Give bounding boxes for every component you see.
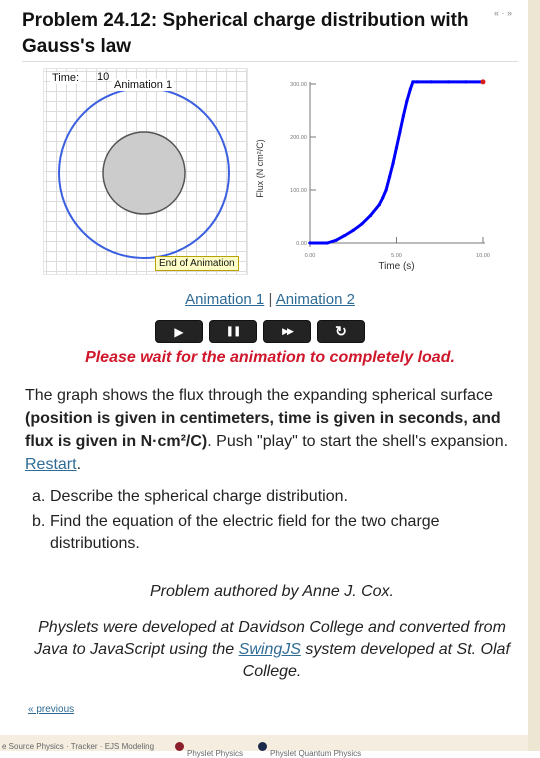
animation-1-link[interactable]: Animation 1 xyxy=(185,291,265,308)
x-tick-label: 0.00 xyxy=(304,253,316,259)
author-credit: Problem authored by Anne J. Cox. xyxy=(150,583,394,600)
question-marker: b. xyxy=(32,513,46,530)
right-scroll-gutter xyxy=(528,0,540,751)
animation-controls xyxy=(155,320,365,343)
flux-data-point xyxy=(378,203,381,206)
description-units: (position is given in centimeters, time is given in seconds, and flux is given in N·cm²/C) xyxy=(25,410,501,450)
footer-physlet-physics[interactable] xyxy=(175,742,244,758)
link-separator: | xyxy=(268,291,273,308)
animation-name-label: Animation 1 xyxy=(114,79,173,91)
flux-series-line xyxy=(310,82,483,243)
flux-data-point xyxy=(447,80,450,83)
footer-physlet-physics-label: Physlet Physics xyxy=(187,749,244,758)
y-tick-label: 100.00 xyxy=(290,188,307,194)
credits xyxy=(22,581,522,683)
title-divider xyxy=(22,61,518,62)
flux-data-point xyxy=(416,80,419,83)
reset-button[interactable] xyxy=(317,320,365,343)
flux-graph-svg xyxy=(250,70,500,280)
step-forward-button[interactable] xyxy=(263,320,311,343)
flux-data-point xyxy=(405,99,408,102)
footer-physlet-quantum[interactable] xyxy=(258,742,362,758)
description-end: . xyxy=(76,456,82,473)
question-list xyxy=(32,486,512,558)
flux-data-point xyxy=(360,222,363,225)
question-text: Describe the spherical charge distribution. xyxy=(50,488,348,505)
footer-physlet-quantum-label: Physlet Quantum Physics xyxy=(270,749,362,758)
x-axis-label: Time (s) xyxy=(378,261,415,272)
problem-nav[interactable]: « · » xyxy=(494,8,513,18)
charge-sphere xyxy=(103,132,185,214)
flux-data-point xyxy=(409,88,412,91)
x-tick-label: 5.00 xyxy=(391,253,402,259)
flux-data-point xyxy=(381,196,384,199)
y-axis-label: Flux (N cm²/C) xyxy=(255,139,265,198)
end-of-animation-label: End of Animation xyxy=(155,256,239,271)
flux-data-point xyxy=(411,80,414,83)
question-text: Find the equation of the electric field for the two charge distributions. xyxy=(50,513,440,552)
flux-data-point xyxy=(334,239,337,242)
loading-warning: Please wait for the animation to completely load. xyxy=(85,349,455,366)
page-title: Problem 24.12: Spherical charge distribution with Gauss's law xyxy=(22,10,469,57)
flux-graph xyxy=(250,70,500,280)
flux-data-point xyxy=(395,146,398,149)
animation-2-link[interactable]: Animation 2 xyxy=(275,291,355,308)
footer-bar xyxy=(0,735,528,758)
flux-data-point xyxy=(402,114,405,117)
flux-data-point xyxy=(391,162,394,165)
time-value: 10 xyxy=(97,71,110,83)
pause-button[interactable] xyxy=(209,320,257,343)
physlets-text-2: system developed at St. Olaf College. xyxy=(242,641,510,680)
flux-data-point xyxy=(352,229,355,232)
physlets-text-1: Physlets were developed at Davidson College and converted from Java to JavaScript using the xyxy=(34,619,506,658)
flux-data-point xyxy=(398,130,401,133)
flux-data-point xyxy=(308,241,311,244)
time-label: Time: xyxy=(52,72,80,84)
flux-data-point xyxy=(369,214,372,217)
x-tick-label: 10.00 xyxy=(476,253,490,259)
question-b xyxy=(32,511,512,555)
question-a xyxy=(32,486,512,508)
current-time-marker xyxy=(481,79,486,84)
swingjs-link[interactable]: SwingJS xyxy=(238,641,301,658)
play-icon: ▶ xyxy=(174,324,184,339)
problem-description xyxy=(25,384,515,476)
reset-icon: ↻ xyxy=(335,323,347,339)
footer-links[interactable]: e Source Physics · Tracker · EJS Modeling xyxy=(2,742,155,751)
step-forward-icon: ▶▶ xyxy=(282,326,292,336)
physlet-physics-icon xyxy=(175,742,184,751)
question-marker: a. xyxy=(32,488,46,505)
flux-data-point xyxy=(430,80,433,83)
previous-link[interactable]: « previous xyxy=(28,704,75,715)
restart-link[interactable]: Restart xyxy=(25,456,77,473)
flux-data-point xyxy=(326,241,329,244)
y-tick-label: 200.00 xyxy=(290,135,307,141)
physlets-credit xyxy=(22,617,522,683)
animation-canvas[interactable] xyxy=(43,68,248,275)
description-text-1: The graph shows the flux through the expanding spherical surface xyxy=(25,387,493,404)
pause-icon: ❚❚ xyxy=(225,326,241,337)
flux-data-point xyxy=(343,234,346,237)
y-tick-label: 0.00 xyxy=(296,241,307,247)
flux-data-point xyxy=(464,80,467,83)
description-text-2: . Push "play" to start the shell's expansion. xyxy=(207,433,509,450)
animation-links xyxy=(0,291,540,308)
flux-data-point xyxy=(388,175,391,178)
physlet-quantum-icon xyxy=(258,742,267,751)
flux-data-point xyxy=(385,188,388,191)
sphere-drawing xyxy=(44,69,247,274)
play-button[interactable] xyxy=(155,320,203,343)
y-tick-label: 300.00 xyxy=(290,82,307,88)
